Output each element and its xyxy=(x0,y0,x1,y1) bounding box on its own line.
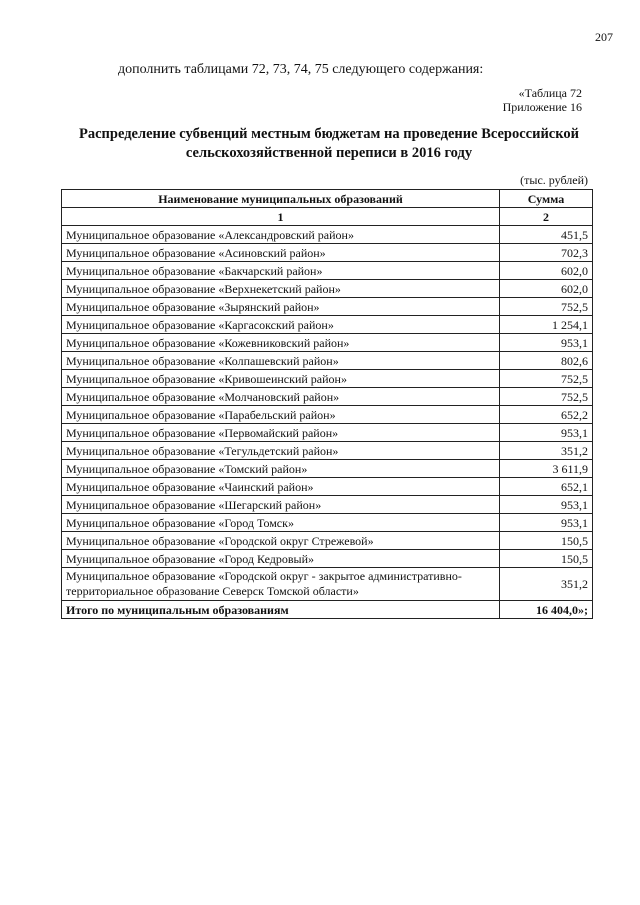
intro-text: дополнить таблицами 72, 73, 74, 75 следующего содержания: xyxy=(118,62,484,77)
table-row xyxy=(62,280,593,298)
subvention-table xyxy=(61,189,593,619)
column-number-1: 1 xyxy=(62,208,500,226)
table-row xyxy=(62,406,593,424)
municipality-name: Муниципальное образование «Город Томск» xyxy=(62,514,500,532)
municipality-amount: 602,0 xyxy=(500,280,593,298)
municipality-name: Муниципальное образование «Тегульдетский район» xyxy=(62,442,500,460)
municipality-amount: 752,5 xyxy=(500,388,593,406)
municipality-amount: 702,3 xyxy=(500,244,593,262)
table-row xyxy=(62,388,593,406)
table-label: «Таблица 72 xyxy=(518,86,582,100)
municipality-name: Муниципальное образование «Городской округ - закрытое административно-территориальное образование Северск Томской области» xyxy=(62,568,500,601)
municipality-name: Муниципальное образование «Каргасокский район» xyxy=(62,316,500,334)
municipality-name: Муниципальное образование «Кожевниковский район» xyxy=(62,334,500,352)
municipality-amount: 752,5 xyxy=(500,298,593,316)
municipality-amount: 953,1 xyxy=(500,496,593,514)
total-row xyxy=(62,601,593,619)
municipality-name: Муниципальное образование «Бакчарский район» xyxy=(62,262,500,280)
municipality-name: Муниципальное образование «Колпашевский район» xyxy=(62,352,500,370)
municipality-amount: 652,2 xyxy=(500,406,593,424)
page-number: 207 xyxy=(595,30,613,44)
table-row xyxy=(62,550,593,568)
table-row xyxy=(62,244,593,262)
municipality-name: Муниципальное образование «Город Кедровый» xyxy=(62,550,500,568)
municipality-amount: 752,5 xyxy=(500,370,593,388)
total-amount: 16 404,0»; xyxy=(500,601,593,619)
municipality-name: Муниципальное образование «Верхнекетский район» xyxy=(62,280,500,298)
table-row xyxy=(62,514,593,532)
table-row xyxy=(62,568,593,601)
column-number-2: 2 xyxy=(500,208,593,226)
title-line-2: сельскохозяйственной переписи в 2016 году xyxy=(185,145,473,161)
table-row xyxy=(62,532,593,550)
municipality-amount: 451,5 xyxy=(500,226,593,244)
document-title xyxy=(60,125,598,163)
municipality-amount: 953,1 xyxy=(500,424,593,442)
table-row xyxy=(62,262,593,280)
municipality-name: Муниципальное образование «Шегарский район» xyxy=(62,496,500,514)
municipality-amount: 351,2 xyxy=(500,568,593,601)
municipality-amount: 953,1 xyxy=(500,334,593,352)
municipality-amount: 3 611,9 xyxy=(500,460,593,478)
municipality-name: Муниципальное образование «Александровский район» xyxy=(62,226,500,244)
column-number-row xyxy=(62,208,593,226)
table-header-row xyxy=(62,190,593,208)
table-row xyxy=(62,442,593,460)
municipality-amount: 802,6 xyxy=(500,352,593,370)
municipality-name: Муниципальное образование «Парабельский район» xyxy=(62,406,500,424)
municipality-name: Муниципальное образование «Томский район» xyxy=(62,460,500,478)
municipality-name: Муниципальное образование «Первомайский район» xyxy=(62,424,500,442)
table-row xyxy=(62,496,593,514)
municipality-amount: 652,1 xyxy=(500,478,593,496)
municipality-amount: 351,2 xyxy=(500,442,593,460)
table-row xyxy=(62,478,593,496)
table-row xyxy=(62,316,593,334)
municipality-name: Муниципальное образование «Кривошеинский район» xyxy=(62,370,500,388)
municipality-name: Муниципальное образование «Городской округ Стрежевой» xyxy=(62,532,500,550)
table-reference xyxy=(503,86,582,114)
appendix-label: Приложение 16 xyxy=(502,100,582,114)
table-row xyxy=(62,352,593,370)
municipality-name: Муниципальное образование «Молчановский район» xyxy=(62,388,500,406)
municipality-name: Муниципальное образование «Зырянский район» xyxy=(62,298,500,316)
table-row xyxy=(62,424,593,442)
municipality-amount: 1 254,1 xyxy=(500,316,593,334)
municipality-amount: 953,1 xyxy=(500,514,593,532)
title-line-1: Распределение субвенций местным бюджетам на проведение Всероссийской xyxy=(78,126,580,142)
table-row xyxy=(62,226,593,244)
header-name: Наименование муниципальных образований xyxy=(62,190,500,208)
table-row xyxy=(62,460,593,478)
table-row xyxy=(62,334,593,352)
municipality-amount: 150,5 xyxy=(500,550,593,568)
units-label: (тыс. рублей) xyxy=(520,173,588,187)
header-amount: Сумма xyxy=(500,190,593,208)
municipality-amount: 150,5 xyxy=(500,532,593,550)
table-row xyxy=(62,370,593,388)
municipality-amount: 602,0 xyxy=(500,262,593,280)
municipality-name: Муниципальное образование «Асиновский район» xyxy=(62,244,500,262)
total-label: Итого по муниципальным образованиям xyxy=(62,601,500,619)
table-row xyxy=(62,298,593,316)
municipality-name: Муниципальное образование «Чаинский район» xyxy=(62,478,500,496)
